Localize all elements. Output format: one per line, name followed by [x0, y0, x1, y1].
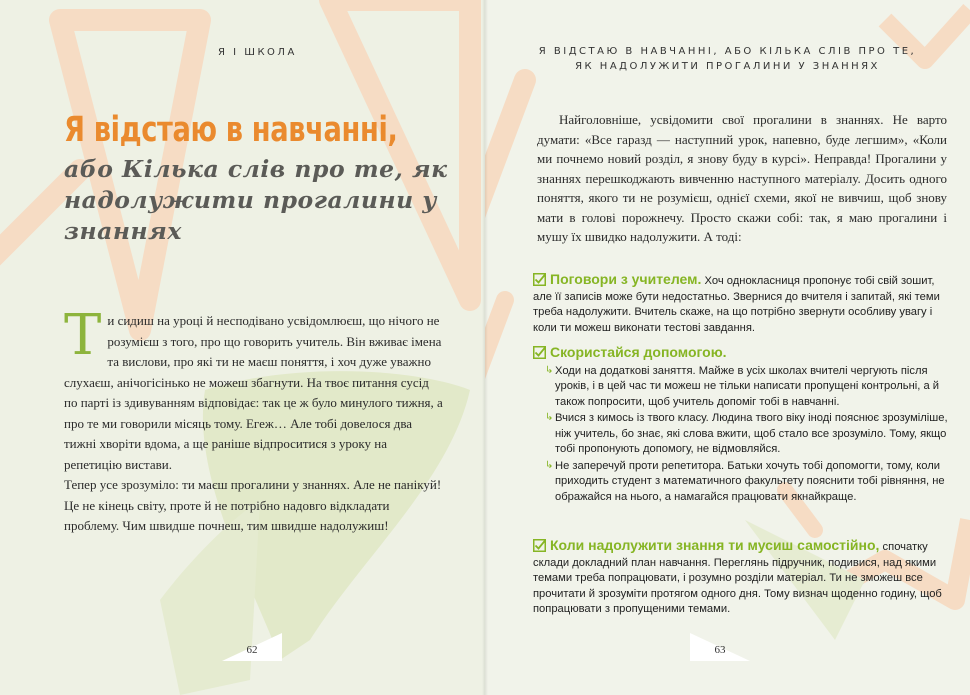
list-item-text: Вчися з кимось із твого класу. Людина твого віку іноді пояснює зрозуміліше, ніж учитель, бо знає, які слова вжити, щоб стало все зрозуміло. Тому, якщо тобі пропонують допомогу, не відмовляйся. [555, 412, 948, 455]
checkbox-checked-icon [533, 346, 546, 359]
chapter-title: Я відстаю в навчанні, [64, 110, 398, 150]
section-heading: Поговори з учителем. [550, 271, 702, 287]
tip-section-self-study [533, 538, 951, 618]
arrow-icon: ↳ [545, 412, 554, 423]
list-item [533, 411, 951, 458]
arrow-icon: ↳ [545, 364, 554, 376]
running-head-line-1: Я ВІДСТАЮ В НАВЧАННІ, АБО КІЛЬКА СЛІВ ПРО ТЕ, [538, 46, 917, 57]
intro-paragraph: Найголовніше, усвідомити свої прогалини в знаннях. Не варто думати: «Все гаразд — наступний урок, напевно, буде легшим», «Коли ми почнемо новий розділ, я знову буду в курсі». Неправда! Прогалини у знаннях перешкоджають вивченню наступного матеріалу. Досить одного поняття, якого ти не розумієш, однієї схеми, якої не вивчиш, щоб знову мати в голові порожнечу. Просто скажи собі: так, я маю прогалини і мушу їх швидко надолужити. А тоді: [537, 112, 947, 244]
page-number-left [222, 633, 282, 661]
running-head [485, 44, 970, 74]
drop-cap: Т [64, 303, 102, 368]
page-number-right [690, 633, 750, 661]
list-item-text: Ходи на додаткові заняття. Майже в усіх школах вчителі чергують після уроків, і в цей час ти можеш не тільки написати пропущені контрольні, а й також попросити, щоб учитель допоміг тобі в навчанні. [555, 364, 940, 408]
section-text: спочатку склади докладний план навчання. Переглянь підручник, подивися, над якими темами треба попрацювати, і розумно розділи матеріал. Ти не зможеш все прочитати й зрозуміти протягом одного дня. Тому визнач щоденно годину, щоб попрацювати з пропущеними темами. [533, 541, 942, 615]
list-item-text: Не заперечуй проти репетитора. Батьки хочуть тобі допомогти, тому, коли приходить студент з математичного факультету пояснити тобі рівняння, не ображайся на нього, а намагайся працювати якнайкраще. [555, 459, 945, 503]
section-heading: Коли надолужити знання ти мусиш самостійно, [550, 537, 880, 553]
book-gutter [482, 0, 488, 695]
chapter-subtitle: або Кілька слів про те, як надолужити прогалини у знаннях [64, 155, 448, 245]
section-heading: Скористайся допомогою. [550, 344, 727, 360]
tip-section-get-help [533, 345, 951, 505]
section-text: Хоч однокласниця пропонує тобі свій зошит, але її записів може бути недостатньо. Звернися до вчителя і запитай, які теми треба надолужити. Вчитель скаже, на що потрібно звернути особливу увагу і коли ти можеш виконати тестові завдання. [533, 275, 940, 334]
list-item [533, 459, 951, 506]
checkbox-checked-icon [533, 539, 546, 552]
paragraph-2: Тепер усе зрозуміло: ти маєш прогалини у знаннях. Але не панікуй! Це не кінець світу, проте й не потрібно надовго відкладати проблему. Чим швидше почнеш, тим швидше надолужиш! [64, 477, 442, 533]
paragraph-1: и сидиш на уроці й несподівано усвідомлюєш, що нічого не розумієш з того, про що говорить учитель. Він вживає імена та вислови, про які ти не маєш поняття, і хоч дуже уважно слухаєш, анічогісінько не можеш збагнути. На твоє питання сусід по парті із здивуванням відповідає: так це ж було минулого тижня, а про те ми говорили місяць тому. Егеж… Але тобі довелося два тижні хворіти вдома, а ще раніше відпроситися з уроку на репетицію вистави. [64, 313, 443, 472]
page-number-text: 63 [714, 644, 726, 656]
tip-section-talk-to-teacher [533, 272, 951, 336]
left-body-text [64, 303, 444, 537]
running-head-line-2: ЯК НАДОЛУЖИТИ ПРОГАЛИНИ У ЗНАННЯХ [575, 61, 880, 72]
right-page [485, 0, 970, 695]
arrow-icon: ↳ [545, 459, 554, 471]
page-number-text: 62 [246, 644, 258, 656]
list-item [533, 364, 951, 411]
running-head: Я І ШКОЛА [218, 47, 297, 58]
checkbox-checked-icon [533, 273, 546, 286]
